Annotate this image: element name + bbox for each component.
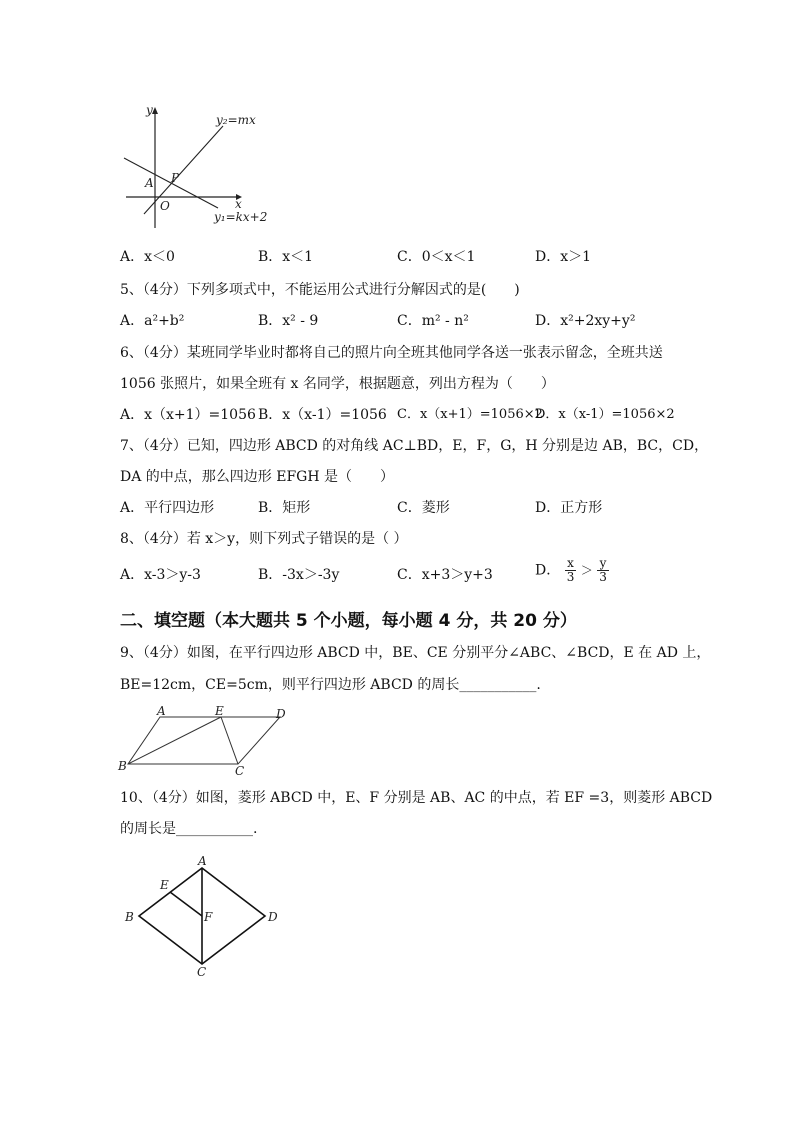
origin-label: O: [160, 199, 170, 213]
fraction-denominator: 3: [566, 570, 575, 584]
vertex-b-label: B: [118, 759, 127, 773]
point-a-label: A: [145, 176, 154, 190]
q8-option-b[interactable]: B．-3x＞-3y: [258, 567, 340, 583]
point-e-label: E: [160, 878, 169, 892]
line-y2: [144, 126, 223, 214]
q10-stem-line1: 10、（4分）如图，菱形 ABCD 中，E、F 分别是 AB、AC 的中点，若 EF =3，则菱形 ABCD: [120, 790, 713, 806]
vertex-e-label: E: [215, 704, 224, 718]
vertex-c-label: C: [235, 764, 245, 776]
q4-option-c[interactable]: C．0＜x＜1: [397, 249, 476, 265]
fraction-numerator: x: [565, 557, 577, 571]
label-y1: y₁=kx+2: [214, 210, 268, 224]
q4-option-a[interactable]: A．x＜0: [120, 249, 175, 265]
fraction-y-over-3: [597, 557, 609, 584]
fraction-denominator: 3: [599, 570, 607, 584]
q9-stem-line2: BE=12cm，CE=5cm，则平行四边形 ABCD 的周长___________.: [120, 677, 541, 693]
point-p-label: P: [171, 171, 180, 185]
label-y2: y₂=mx: [216, 113, 256, 127]
y-axis-label: y: [146, 103, 153, 117]
q8-option-d[interactable]: [535, 557, 609, 584]
q6-option-d[interactable]: D．x（x-1）=1056×2: [535, 407, 675, 422]
q5-option-c[interactable]: C．m² - n²: [397, 313, 469, 329]
q8-option-d-prefix: D．: [535, 562, 561, 579]
section-heading-fill-in: 二、填空题（本大题共 5 个小题，每小题 4 分，共 20 分）: [120, 611, 577, 631]
q7-option-c[interactable]: C．菱形: [397, 500, 450, 516]
fraction-x-over-3: [565, 557, 577, 584]
q5-stem: 5、（4分）下列多项式中，不能运用公式进行分解因式的是( ): [120, 282, 520, 298]
vertex-b-label: B: [125, 910, 134, 924]
y-axis-arrow: [152, 107, 158, 114]
x-axis-label: x: [235, 197, 242, 211]
q8-option-c[interactable]: C．x+3＞y+3: [397, 567, 493, 583]
q6-option-b[interactable]: B．x（x-1）=1056: [258, 407, 387, 423]
vertex-d-label: D: [276, 707, 286, 721]
rhombus-figure: [120, 852, 290, 980]
q6-option-c[interactable]: C．x（x+1）=1056×2: [397, 407, 543, 422]
q7-stem-line1: 7、（4分）已知，四边形 ABCD 的对角线 AC⊥BD，E，F，G，H 分别是边 AB，BC，CD，: [120, 438, 709, 454]
vertex-d-label: D: [268, 910, 278, 924]
q5-option-d[interactable]: D．x²+2xy+y²: [535, 313, 636, 329]
q6-stem-line1: 6、（4分）某班同学毕业时都将自己的照片向全班其他同学各送一张表示留念，全班共送: [120, 345, 663, 361]
vertex-a-label: A: [198, 854, 207, 868]
q7-option-b[interactable]: B．矩形: [258, 500, 311, 516]
function-graph-figure: [118, 100, 278, 235]
q6-option-a[interactable]: A．x（x+1）=1056: [120, 407, 256, 423]
segment-be: [128, 717, 221, 764]
segment-ce: [221, 717, 238, 764]
vertex-a-label: A: [157, 704, 166, 718]
q8-stem: 8、（4分）若 x＞y，则下列式子错误的是（ ）: [120, 531, 408, 547]
q8-option-a[interactable]: A．x-3＞y-3: [120, 567, 201, 583]
q4-option-b[interactable]: B．x＜1: [258, 249, 314, 265]
q5-option-b[interactable]: B．x² - 9: [258, 313, 319, 329]
q7-option-a[interactable]: A．平行四边形: [120, 500, 215, 516]
q6-stem-line2: 1056 张照片，如果全班有 x 名同学，根据题意，列出方程为（ ）: [120, 376, 555, 392]
q10-stem-line2: 的周长是___________.: [120, 821, 258, 837]
fraction-numerator: y: [597, 557, 609, 571]
q4-option-d[interactable]: D．x＞1: [535, 249, 592, 265]
q7-option-d[interactable]: D．正方形: [535, 500, 603, 516]
parallelogram-abcd: [128, 717, 280, 764]
q5-option-a[interactable]: A．a²+b²: [120, 313, 185, 329]
segment-ef: [170, 892, 202, 916]
point-f-label: F: [204, 910, 213, 924]
parallelogram-figure: [115, 704, 300, 776]
vertex-c-label: C: [197, 965, 207, 979]
q9-stem-line1: 9、（4分）如图，在平行四边形 ABCD 中，BE、CE 分别平分∠ABC、∠BCD，E 在 AD 上，: [120, 645, 711, 661]
q7-stem-line2: DA 的中点，那么四边形 EFGH 是（ ）: [120, 469, 395, 485]
greater-than-sign: ＞: [580, 563, 593, 578]
